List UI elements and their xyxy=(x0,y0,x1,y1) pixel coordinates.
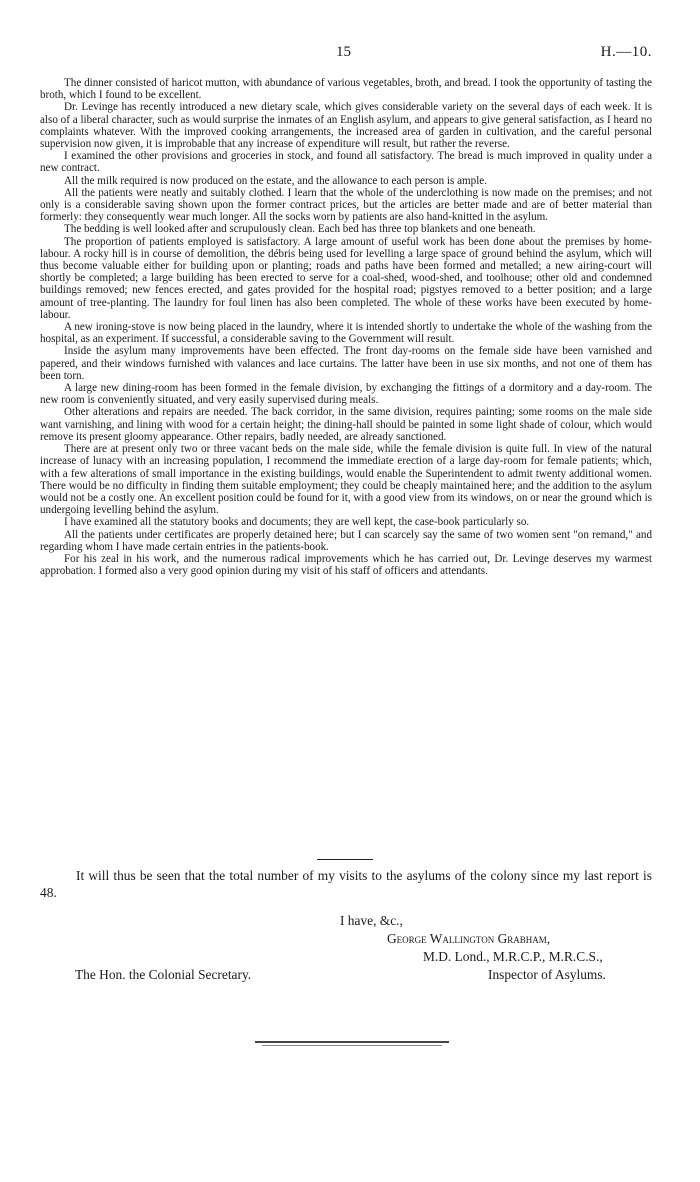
signer-title: Inspector of Asylums. xyxy=(488,967,606,982)
paragraph: Dr. Levinge has recently introduced a new dietary scale, which gives considerable variety on the several days of each week. It is also of a liberal character, such as would surprise the inmates of an English asylum, and appears to give general satisfaction, as I heard no complaints whatever. With the improved cooking arrangements, the increased area of garden in cultivation, and the careful personal supervision now given, it is improbable that any increase of expenditure will result, but rather the reverse. xyxy=(40,101,652,151)
paragraph: The bedding is well looked after and scrupulously clean. Each bed has three top blankets and one beneath. xyxy=(64,223,536,236)
paragraph: Other alterations and repairs are needed. The back corridor, in the same division, requires painting; some rooms on the male side want varnishing, and lining with wood for a certain height; the dining-hall should be painted in some light shade of colour, which would remove its present gloomy appearance. Other repairs, badly needed, are already sanctioned. xyxy=(40,406,652,443)
paragraph: I have examined all the statutory books and documents; they are well kept, the case-book particularly so. xyxy=(64,516,530,529)
signer-degrees: M.D. Lond., M.R.C.P., M.R.C.S., xyxy=(423,949,603,964)
paragraph: I examined the other provisions and groceries in stock, and found all satisfactory. The bread is much improved in quality under a new contract. xyxy=(40,150,652,175)
paragraph: A large new dining-room has been formed in the female division, by exchanging the fittings of a dormitory and a day-room. The new room is conveniently situated, and very easily supervised during meals. xyxy=(40,382,652,407)
closing-summary-block xyxy=(40,867,652,901)
page-number: 15 xyxy=(336,44,351,60)
paragraph: For his zeal in his work, and the numerous radical improvements which he has carried out, Dr. Levinge deserves my warmest approbation. I formed also a very good opinion during my visit of his staff of officers and attendants. xyxy=(40,552,652,578)
end-rule xyxy=(255,1041,449,1043)
paragraph: A new ironing-stove is now being placed in the laundry, where it is intended shortly to undertake the whole of the washing from the hospital, as an experiment. If successful, a considerable saving to the Government will result. xyxy=(40,321,652,346)
section-divider xyxy=(317,859,373,860)
paragraph: All the patients under certificates are properly detained here; but I can scarcely say the same of two women sent "on remand," and regarding whom I have made certain entries in the patients-book. xyxy=(40,528,652,553)
paragraph: All the milk required is now produced on the estate, and the allowance to each person is ample. xyxy=(64,174,487,187)
addressee: The Hon. the Colonial Secretary. xyxy=(75,967,252,982)
salutation: I have, &c., xyxy=(340,913,403,928)
end-rule-secondary xyxy=(262,1045,442,1046)
paragraph: Inside the asylum many improvements have been effected. The front day-rooms on the female side have been varnished and papered, and their windows furnished with valances and lace curtains. The latter have been in use six months, and not one of them has been torn. xyxy=(40,345,652,382)
paragraph: All the patients were neatly and suitably clothed. I learn that the whole of the underclothing is now made on the premises; and not only is a considerable saving shown upon the former contract prices, but the articles are better made and are of better material than formerly: they consequently wear much longer. All the socks worn by patients are also hand-knitted in the asylum. xyxy=(40,186,652,224)
document-reference: H.—10. xyxy=(600,44,652,60)
closing-summary: It will thus be seen that the total number of my visits to the asylums of the colony since my last report is 48. xyxy=(40,868,652,900)
report-body xyxy=(40,77,652,577)
paragraph: The dinner consisted of haricot mutton, with abundance of various vegetables, broth, and bread. I took the opportunity of tasting the broth, which I found to be excellent. xyxy=(40,77,652,102)
paragraph: The proportion of patients employed is satisfactory. A large amount of useful work has been done about the premises by home-labour. A rocky hill is in course of demolition, the débris being used for levelling a large space of ground behind the asylum, which will thus become valuable either for building upon or planting; roads and paths have been formed and metalled; a new airing-court will shortly be completed; a large building has been erected to serve for a coal-shed, wood-shed, and toolhouse; other old and condemned buildings removed; new fences erected, and gates provided for the hospital road; pigstyes removed to a better position; and a large amount of tree-planting. The laundry for foul linen has also been completed. The whole of these works have been executed by home-labour. xyxy=(40,235,652,321)
signer-name: George Wallington Grabham, xyxy=(387,931,551,946)
paragraph: There are at present only two or three vacant beds on the male side, while the female division is quite full. In view of the natural increase of lunacy with an increasing population, I recommend the immediate erection of a large day-room for female patients; which, with a few alterations of small importance in the existing buildings, would enable the Superintendent to admit twenty additional women. There would be no difficulty in finding them suitable employment; they could be cheaply maintained here; and the addition to the asylum would not be a costly one. An excellent position could be found for it, with a good view from its windows, on or near the ground which is undergoing levelling behind the asylum. xyxy=(40,443,652,517)
